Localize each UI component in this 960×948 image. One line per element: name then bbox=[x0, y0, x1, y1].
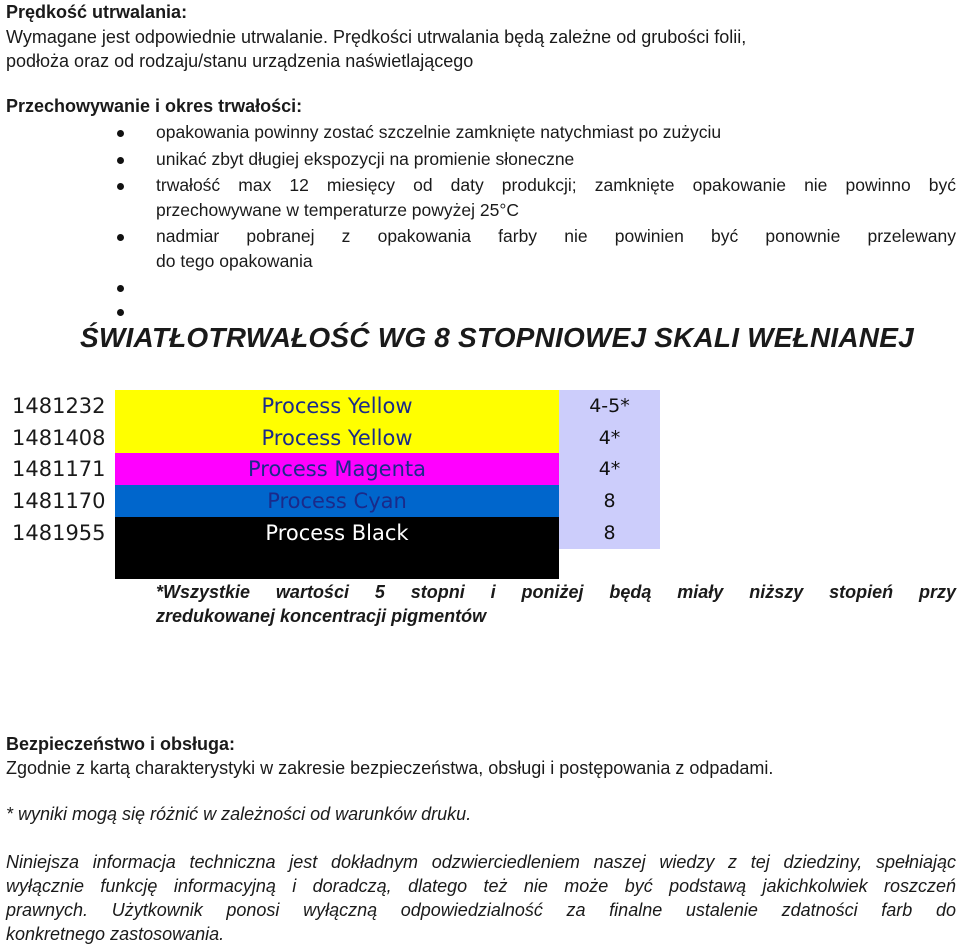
pigment-name: Process Black bbox=[265, 521, 409, 545]
lightfastness-rating: 4-5* bbox=[589, 395, 630, 417]
bullet-icon bbox=[117, 183, 124, 190]
disclaimer-line1: Niniejsza informacja techniczna jest dokładnym odzwierciedleniem naszej wiedzy z tej dziedziny, spełniając bbox=[6, 852, 956, 872]
pigment-name: Process Yellow bbox=[261, 394, 413, 418]
storage-heading: Przechowywanie i okres trwałości: bbox=[6, 96, 303, 116]
bullet-icon bbox=[117, 157, 124, 164]
pigment-code: 1481170 bbox=[12, 489, 106, 513]
lightfastness-rating: 4* bbox=[598, 458, 621, 480]
lightfastness-rating: 8 bbox=[603, 490, 616, 512]
safety-heading: Bezpieczeństwo i obsługa: bbox=[6, 734, 236, 754]
safety-text: Zgodnie z kartą charakterystyki w zakresie bezpieczeństwa, obsługi i postępowania z odpadami. bbox=[6, 758, 774, 778]
pigment-code: 1481171 bbox=[12, 457, 106, 481]
storage-bullet-2: unikać zbyt długiej ekspozycji na promienie słoneczne bbox=[156, 149, 575, 169]
disclaimer-line3: prawnych. Użytkownik ponosi wyłączną odpowiedzialność za finalne ustalenie zdatności farb do bbox=[6, 900, 956, 920]
storage-bullet-4-cont: do tego opakowania bbox=[156, 251, 313, 271]
pigment-name: Process Cyan bbox=[267, 489, 407, 513]
pigment-name: Process Magenta bbox=[248, 457, 426, 481]
pigment-code: 1481232 bbox=[12, 394, 106, 418]
pigment-code: 1481408 bbox=[12, 426, 106, 450]
lightfastness-footnote-line1: *Wszystkie wartości 5 stopni i poniżej będą miały niższy stopień przy bbox=[156, 582, 956, 602]
pigment-name: Process Yellow bbox=[261, 426, 413, 450]
black-swatch-extension bbox=[115, 549, 559, 579]
disclaimer-line2: wyłącznie funkcję informacyjną i doradczą, dlatego też nie może być podstawą jakichkolwiek roszczeń bbox=[6, 876, 956, 896]
storage-bullet-3: trwałość max 12 miesięcy od daty produkcji; zamknięte opakowanie nie powinno być bbox=[156, 175, 956, 195]
bullet-icon bbox=[117, 309, 124, 316]
disclaimer-line4: konkretnego zastosowania. bbox=[6, 924, 225, 944]
bullet-icon bbox=[117, 234, 124, 241]
speed-text-line1: Wymagane jest odpowiednie utrwalanie. Prędkości utrwalania będą zależne od grubości folii, bbox=[6, 27, 747, 47]
pigment-code: 1481955 bbox=[12, 521, 106, 545]
storage-bullet-1: opakowania powinny zostać szczelnie zamknięte natychmiast po zużyciu bbox=[156, 122, 722, 142]
storage-bullet-4: nadmiar pobranej z opakowania farby nie powinien być ponownie przelewany bbox=[156, 226, 956, 246]
storage-bullet-3-cont: przechowywane w temperaturze powyżej 25°C bbox=[156, 200, 519, 220]
lightfastness-footnote-line2: zredukowanej koncentracji pigmentów bbox=[156, 606, 487, 626]
lightfastness-rating: 8 bbox=[603, 522, 616, 544]
lightfastness-heading: ŚWIATŁOTRWAŁOŚĆ WG 8 STOPNIOWEJ SKALI WEŁNIANEJ bbox=[80, 322, 914, 353]
speed-heading: Prędkość utrwalania: bbox=[6, 2, 188, 22]
bullet-icon bbox=[117, 130, 124, 137]
speed-text-line2: podłoża oraz od rodzaju/stanu urządzenia naświetlającego bbox=[6, 51, 474, 71]
lightfastness-rating: 4* bbox=[598, 427, 621, 449]
bullet-icon bbox=[117, 285, 124, 292]
print-results-note: * wyniki mogą się różnić w zależności od warunków druku. bbox=[6, 804, 472, 824]
